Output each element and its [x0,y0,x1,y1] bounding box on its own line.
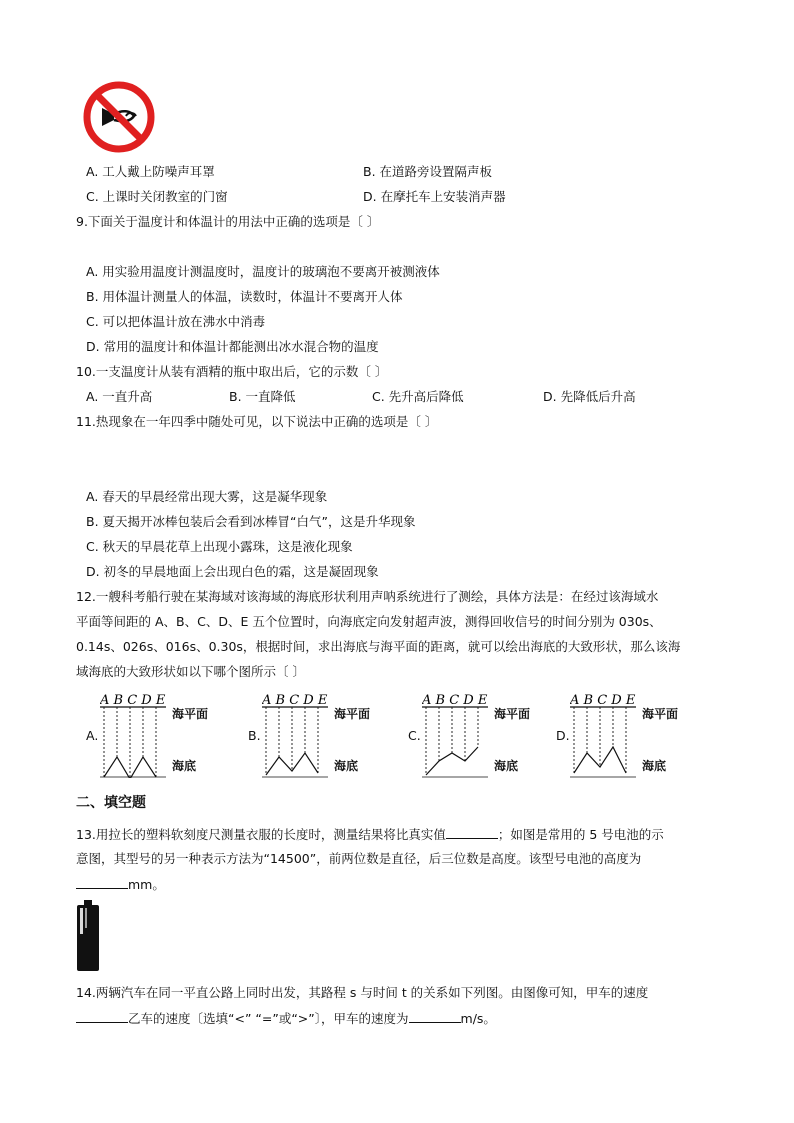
q8-option-d[interactable]: D. 在摩托车上安装消声器 [363,189,506,204]
sea-floor-diagram [100,690,250,778]
q9-option-a[interactable]: A. 用实验用温度计测温度时，温度计的玻璃泡不要离开被测液体 [86,264,440,279]
q12-line-4: 域海底的大致形状如以下哪个图所示〔 〕 [76,664,305,679]
q10-option-b[interactable]: B. 一直降低 [229,389,296,404]
q14-blank-2[interactable] [409,1010,461,1023]
position-letters: A B C D E [100,693,166,708]
sea-bottom-label: 海底 [494,759,519,773]
q13-line-2: 意图，其型号的另一种表示方法为“14500”，前两位数是直径，后三位数是高度。该型号电池的高度为 [76,851,642,866]
q8-option-a[interactable]: A. 工人戴上防噪声耳罩 [86,164,215,179]
q12-line-1: 12.一艘科考船行驶在某海域对该海域的海底形状利用声呐系统进行了测绘，具体方法是：在经过该海域水 [76,589,659,604]
q10-option-d[interactable]: D. 先降低后升高 [543,389,636,404]
q10-option-a[interactable]: A. 一直升高 [86,389,153,404]
q10-stem: 10.一支温度计从装有酒精的瓶中取出后，它的示数〔 〕 [76,364,388,379]
sea-bottom-label: 海底 [172,759,197,773]
q8-option-c[interactable]: C. 上课时关闭教室的门窗 [86,189,228,204]
q9-option-d[interactable]: D. 常用的温度计和体温计都能测出冰水混合物的温度 [86,339,379,354]
q13-line-1 [76,826,664,843]
q13-line-3 [76,876,165,893]
q13-text-1b: ；如图是常用的 5 号电池的示 [497,827,664,842]
position-letters: A B C D E [422,693,488,708]
q12-option-label[interactable]: A. [86,728,99,743]
q14-blank-1[interactable] [76,1010,128,1023]
q11-option-b[interactable]: B. 夏天揭开冰棒包装后会看到冰棒冒“白气”，这是升华现象 [86,514,416,529]
q14-text-2b: m/s。 [460,1011,496,1026]
q13-blank-1[interactable] [446,826,498,839]
section-title: 二、填空题 [76,795,146,811]
q8-option-b[interactable]: B. 在道路旁设置隔声板 [363,164,493,179]
q12-option-label[interactable]: B. [248,728,261,743]
q11-stem: 11.热现象在一年四季中随处可见，以下说法中正确的选项是〔 〕 [76,414,438,429]
q13-text-1a: 13.用拉长的塑料软刻度尺测量衣服的长度时，测量结果将比真实值 [76,827,446,842]
position-letters: A B C D E [262,693,328,708]
q12-option-label[interactable]: D. [556,728,570,743]
battery-image [74,900,102,972]
sea-surface-label: 海平面 [494,707,531,721]
sea-floor-diagram [570,690,720,778]
q12-line-3: 0.14s、026s、016s、0.30s，根据时间，求出海底与海平面的距离，就可以绘出海底的大致形状，那么该海 [76,639,681,654]
no-horn-sign-image [82,80,156,154]
q10-option-c[interactable]: C. 先升高后降低 [372,389,464,404]
sea-floor-diagram [422,690,572,778]
q14-line-2 [76,1010,496,1027]
q9-option-c[interactable]: C. 可以把体温计放在沸水中消毒 [86,314,266,329]
q13-blank-2[interactable] [76,876,128,889]
sea-surface-label: 海平面 [334,707,371,721]
sea-bottom-label: 海底 [334,759,359,773]
q14-line-1: 14.两辆汽车在同一平直公路上同时出发，其路程 s 与时间 t 的关系如下列图。由图像可知，甲车的速度 [76,985,649,1000]
q11-option-d[interactable]: D. 初冬的早晨地面上会出现白色的霜，这是凝固现象 [86,564,379,579]
sea-surface-label: 海平面 [642,707,679,721]
q11-option-a[interactable]: A. 春天的早晨经常出现大雾，这是凝华现象 [86,489,328,504]
position-letters: A B C D E [570,693,636,708]
q14-text-2a: 乙车的速度〔选填“<” “=”或“>”〕，甲车的速度为 [128,1011,409,1026]
q11-option-c[interactable]: C. 秋天的早晨花草上出现小露珠，这是液化现象 [86,539,353,554]
q13-text-3: mm。 [128,877,165,892]
q9-stem: 9.下面关于温度计和体温计的用法中正确的选项是〔 〕 [76,214,380,229]
sea-floor-diagram [262,690,412,778]
sea-bottom-label: 海底 [642,759,667,773]
sea-surface-label: 海平面 [172,707,209,721]
q9-option-b[interactable]: B. 用体温计测量人的体温，读数时，体温计不要离开人体 [86,289,403,304]
q12-line-2: 平面等间距的 A、B、C、D、E 五个位置时，向海底定向发射超声波，测得回收信号的时间分别为 030s、 [76,614,662,629]
q12-option-label[interactable]: C. [408,728,421,743]
